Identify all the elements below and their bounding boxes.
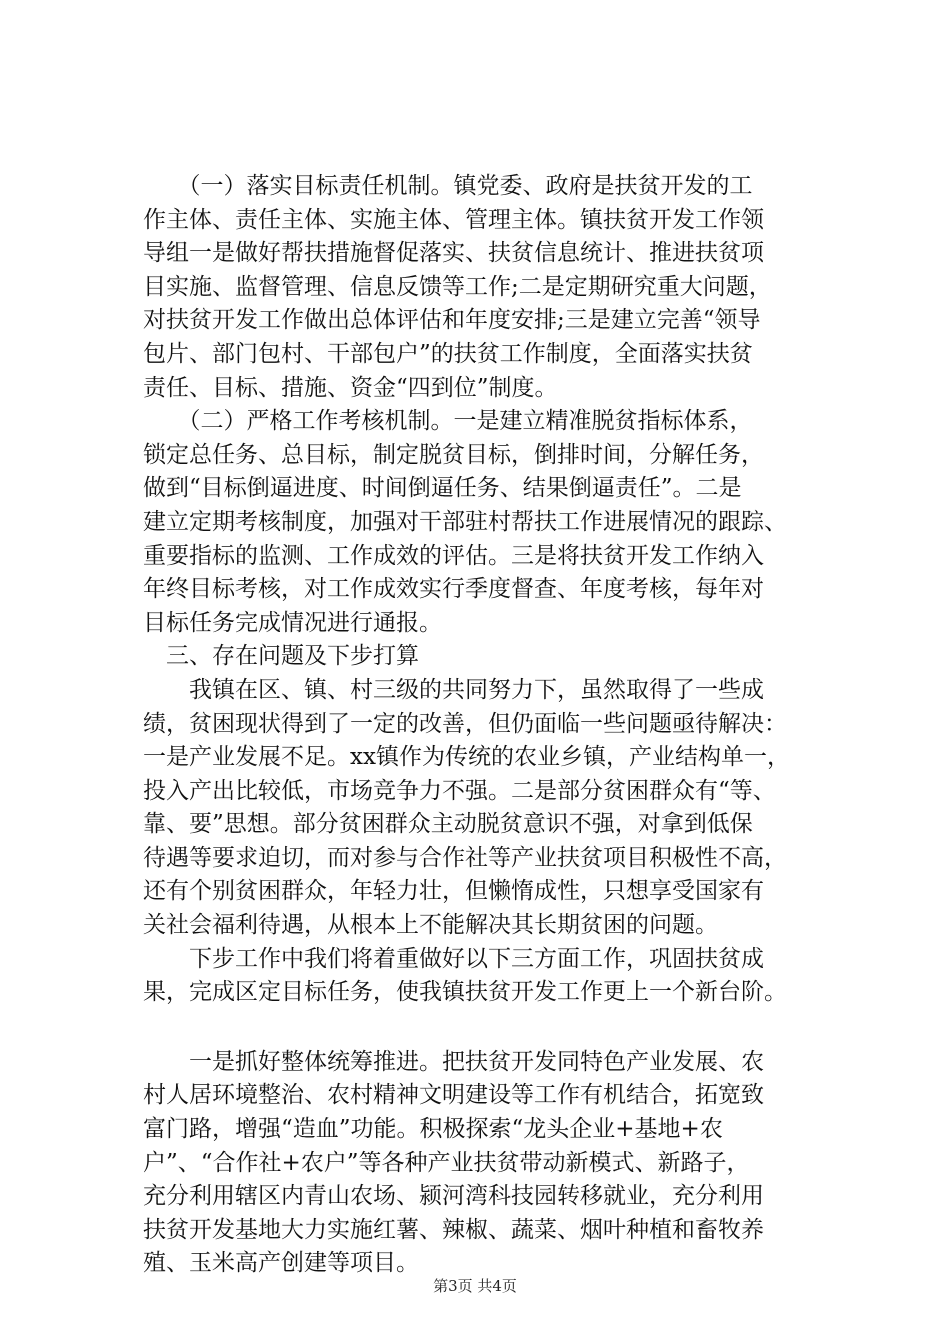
text-line: 关社会福利待遇，从根本上不能解决其长期贫困的问题。	[143, 912, 718, 939]
text-line: 充分利用辖区内青山农场、颍河湾科技园转移就业，充分利用	[143, 1183, 764, 1210]
text-line: 下步工作中我们将着重做好以下三方面工作，巩固扶贫成	[143, 945, 764, 972]
text-line: 年终目标考核，对工作成效实行季度督查、年度考核，每年对	[143, 576, 764, 603]
text-line: 待遇等要求迫切，而对参与合作社等产业扶贫项目积极性不高，	[143, 844, 787, 871]
text-line: （二）严格工作考核机制。一是建立精准脱贫指标体系，	[143, 408, 753, 435]
text-line: 殖、玉米高产创建等项目。	[143, 1250, 419, 1277]
text-line: 还有个别贫困群众，年轻力壮，但懒惰成性，只想享受国家有	[143, 878, 764, 905]
text-line: 一是抓好整体统筹推进。把扶贫开发同特色产业发展、农	[143, 1048, 764, 1075]
text-line: 包片、部门包村、干部包户”的扶贫工作制度，全面落实扶贫	[143, 340, 753, 367]
text-line: 靠、要”思想。部分贫困群众主动脱贫意识不强，对拿到低保	[143, 811, 753, 838]
text-line: 对扶贫开发工作做出总体评估和年度安排;三是建立完善“领导	[143, 307, 761, 334]
text-line: 三、存在问题及下步打算	[143, 643, 419, 670]
document-body	[143, 170, 863, 1281]
paragraph-gap	[143, 1010, 863, 1046]
text-line: 目实施、监督管理、信息反馈等工作;二是定期研究重大问题，	[143, 273, 772, 300]
text-line: 一是产业发展不足。xx镇作为传统的农业乡镇，产业结构单一，	[143, 744, 790, 771]
text-line: 做到“目标倒逼进度、时间倒逼任务、结果倒逼责任”。二是	[143, 475, 742, 502]
page-footer: 第3页 共4页	[433, 1277, 517, 1295]
text-line: 绩，贫困现状得到了一定的改善，但仍面临一些问题亟待解决：	[143, 710, 787, 737]
text-line: 作主体、责任主体、实施主体、管理主体。镇扶贫开发工作领	[143, 206, 764, 233]
text-line: 投入产出比较低，市场竞争力不强。二是部分贫困群众有“等、	[143, 777, 776, 804]
text-line: （一）落实目标责任机制。镇党委、政府是扶贫开发的工	[143, 173, 753, 199]
text-line: 重要指标的监测、工作成效的评估。三是将扶贫开发工作纳入	[143, 542, 764, 569]
text-line: 锁定总任务、总目标，制定脱贫目标，倒排时间，分解任务，	[143, 441, 764, 468]
text-line: 责任、目标、措施、资金“四到位”制度。	[143, 374, 558, 401]
text-line: 扶贫开发基地大力实施红薯、辣椒、蔬菜、烟叶种植和畜牧养	[143, 1216, 764, 1243]
text-line: 建立定期考核制度，加强对干部驻村帮扶工作进展情况的跟踪、	[143, 508, 787, 535]
text-line: 富门路，增强“造血”功能。积极探索“龙头企业+基地+农	[143, 1116, 723, 1143]
text-line: 我镇在区、镇、村三级的共同努力下，虽然取得了一些成	[143, 676, 764, 703]
text-line: 导组一是做好帮扶措施督促落实、扶贫信息统计、推进扶贫项	[143, 240, 764, 267]
text-line: 户”、“合作社+农户”等各种产业扶贫带动新模式、新路子，	[143, 1149, 750, 1176]
text-line: 目标任务完成情况进行通报。	[143, 609, 442, 636]
text-line: 果，完成区定目标任务，使我镇扶贫开发工作更上一个新台阶。	[143, 979, 787, 1006]
text-line: 村人居环境整治、农村精神文明建设等工作有机结合，拓宽致	[143, 1082, 764, 1109]
